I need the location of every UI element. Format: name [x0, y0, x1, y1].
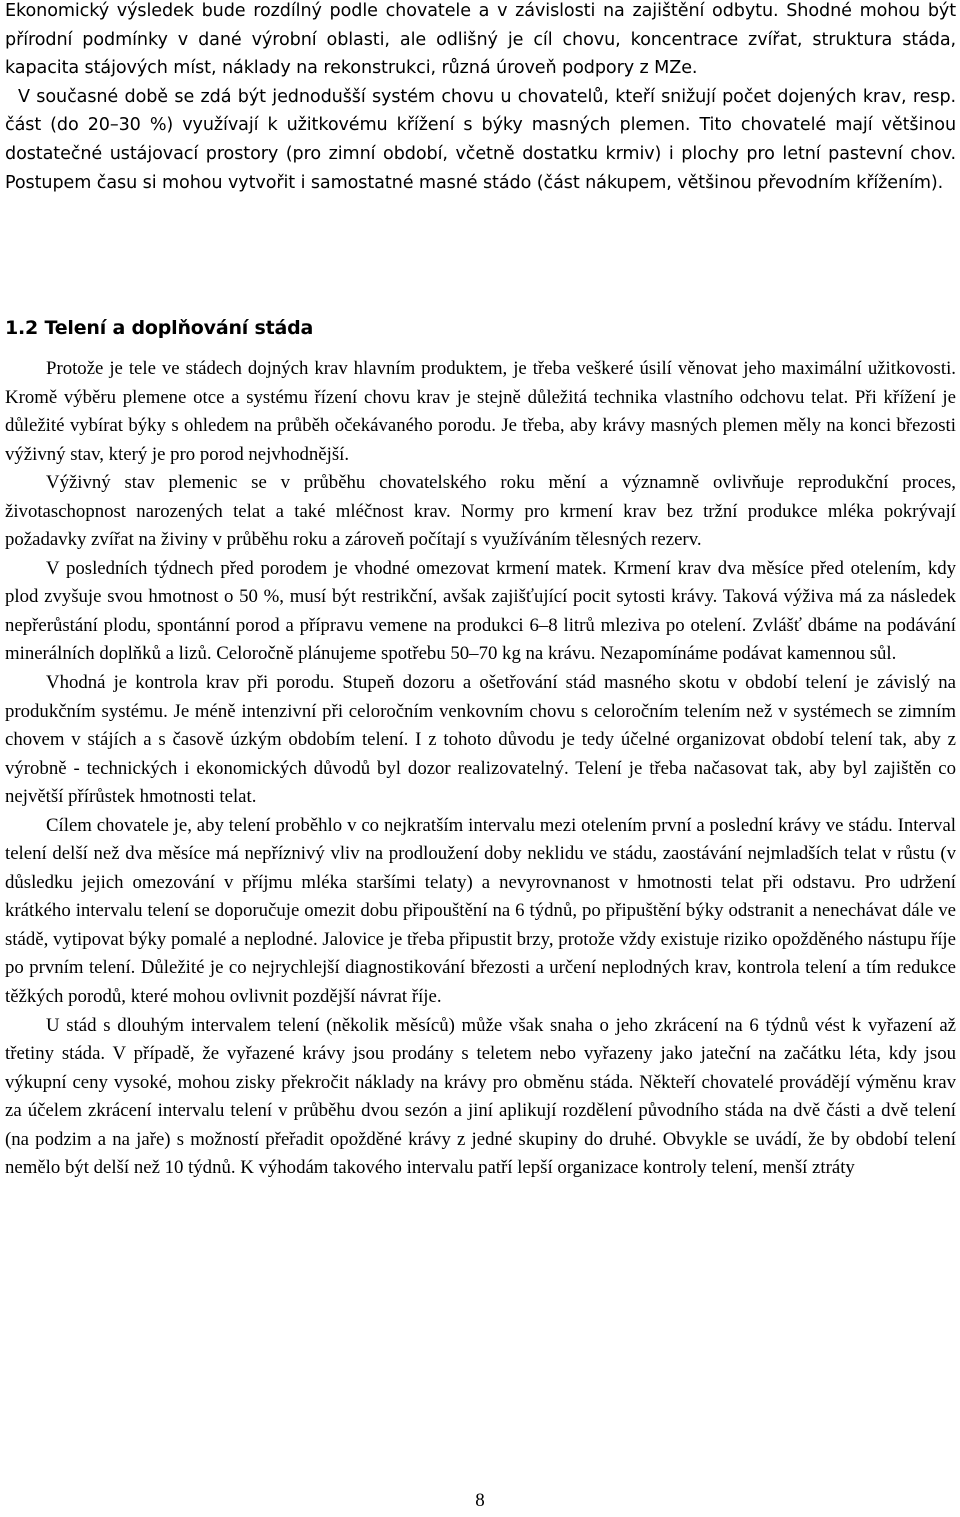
body-paragraph-1: Protože je tele ve stádech dojných krav hlavním produktem, je třeba veškeré úsilí věnovat jeho maximální užitkovosti. Kromě výběru plemene otce a systému řízení chovu krav je stejně důležitá technika vlastního odchovu telat. Při křížení je důležité vybírat býky s ohledem na průběh očekávaného porodu. Je třeba, aby krávy masných plemen měly na konci březosti výživný stav, který je pro porod nejvhodnější.: [5, 358, 956, 465]
body-paragraph-6: U stád s dlouhým intervalem telení (několik měsíců) může však snaha o jeho zkrácení na 6 týdnů vést k vyřazení až třetiny stáda. V případě, že vyřazené krávy jsou prodány s teletem nebo vyřazeny jako jateční na začátku léta, kdy jsou výkupní ceny vysoké, mohou zisky překročit náklady na krávy pro obměnu stáda. Někteří chovatelé provádějí výměnu krav za účelem zkrácení intervalu telení v průběhu dvou sezón a jiní aplikují rozdělení původního stáda na dvě části a dvě telení (na podzim a na jaře) s možností přeřadit opožděné krávy z jedné skupiny do druhé. Obvykle se uvádí, že by období telení nemělo být delší než 10 týdnů. K výhodám takového intervalu patří lepší organizace kontroly telení, menší ztráty: [5, 1014, 956, 1179]
document-page: [5, 0, 956, 1179]
body-paragraph-2: Výživný stav plemenic se v průběhu chovatelského roku mění a významně ovlivňuje reprodukční proces, životaschopnost narozených telat a také mléčnost krav. Normy pro krmení krav bez tržní produkce mléka pokrývají požadavky zvířat na živiny v průběhu roku a zároveň počítají s využíváním tělesných rezerv.: [5, 472, 956, 551]
body-paragraph-5: Cílem chovatele je, aby telení proběhlo v co nejkratším intervalu mezi otelením první a poslední krávy ve stádu. Interval telení delší než dva měsíce má nepříznivý vliv na prodloužení doby neklidu ve stádu, zaostávání nejmladších telat v růstu (v důsledku jejich omezování v příjmu mléka staršími telaty) a nevyrovnanost v hmotnosti telat při odstavu. Pro udržení krátkého intervalu telení se doporučuje omezit dobu připouštění na 6 týdnů, po připuštění býky odstranit a nenechávat dále ve stádě, vytipovat býky pomalé a neplodné. Jalovice je třeba připustit brzy, protože vždy existuje riziko opožděného nástupu říje po prvním telení. Důležité je co nejrychlejší diagnostikování březosti a určení neplodných krav, kontrola telení a tím redukce těžkých porodů, které mohou ovlivnit pozdější návrat říje.: [5, 814, 956, 1008]
body-paragraph-4: Vhodná je kontrola krav při porodu. Stupeň dozoru a ošetřování stád masného skotu v období telení je závislý na produkčním systému. Je méně intenzivní při celoročním venkovním chovu s celoročním telením než v systémech se zimním chovem v stájích a s časově úzkým obdobím telení. I z tohoto důvodu je tedy účelné organizovat období telení tak, aby z výrobně - technických i ekonomických důvodů byl dozor realizovatelný. Telení je třeba načasovat tak, aby byl zajištěn co největší přírůstek hmotnosti telat.: [5, 672, 956, 808]
intro-paragraph-2: V současné době se zdá být jednodušší systém chovu u chovatelů, kteří snižují počet dojených krav, resp. část (do 20–30 %) využívají k užitkovému křížení s býky masných plemen. Tito chovatelé mají většinou dostatečné ustájovací prostory (pro zimní období, včetně dostatku krmiv) i plochy pro letní pastevní chov. Postupem času si mohou vytvořit i samostatné masné stádo (část nákupem, většinou převodním křížením).: [5, 86, 956, 193]
page-number: 8: [475, 1490, 485, 1511]
section-body: [5, 355, 956, 1183]
intro-paragraph-1: Ekonomický výsledek bude rozdílný podle chovatele a v závislosti na zajištění odbytu. Shodné mohou být přírodní podmínky v dané výrobní oblasti, ale odlišný je cíl chovu, koncentrace zvířat, struktura stáda, kapacita stájových míst, náklady na rekonstrukci, různá úroveň podpory z MZe.: [5, 1, 956, 79]
body-paragraph-3: V posledních týdnech před porodem je vhodné omezovat krmení matek. Krmení krav dva měsíce před otelením, kdy plod zvyšuje svou hmotnost o 50 %, musí být restrikční, avšak zajišťující pocit sytosti krávy. Taková výživa má za následek nepřerůstání plodu, spontánní porod a přípravu vemene na produkci 6–8 litrů mleziva po otelení. Zvlášť dbáme na podávání minerálních doplňků a lizů. Celoročně plánujeme spotřebu 50–70 kg na krávu. Nezapomínáme podávat kamennou sůl.: [5, 557, 956, 665]
section-heading: 1.2 Telení a doplňování stáda: [5, 317, 314, 339]
